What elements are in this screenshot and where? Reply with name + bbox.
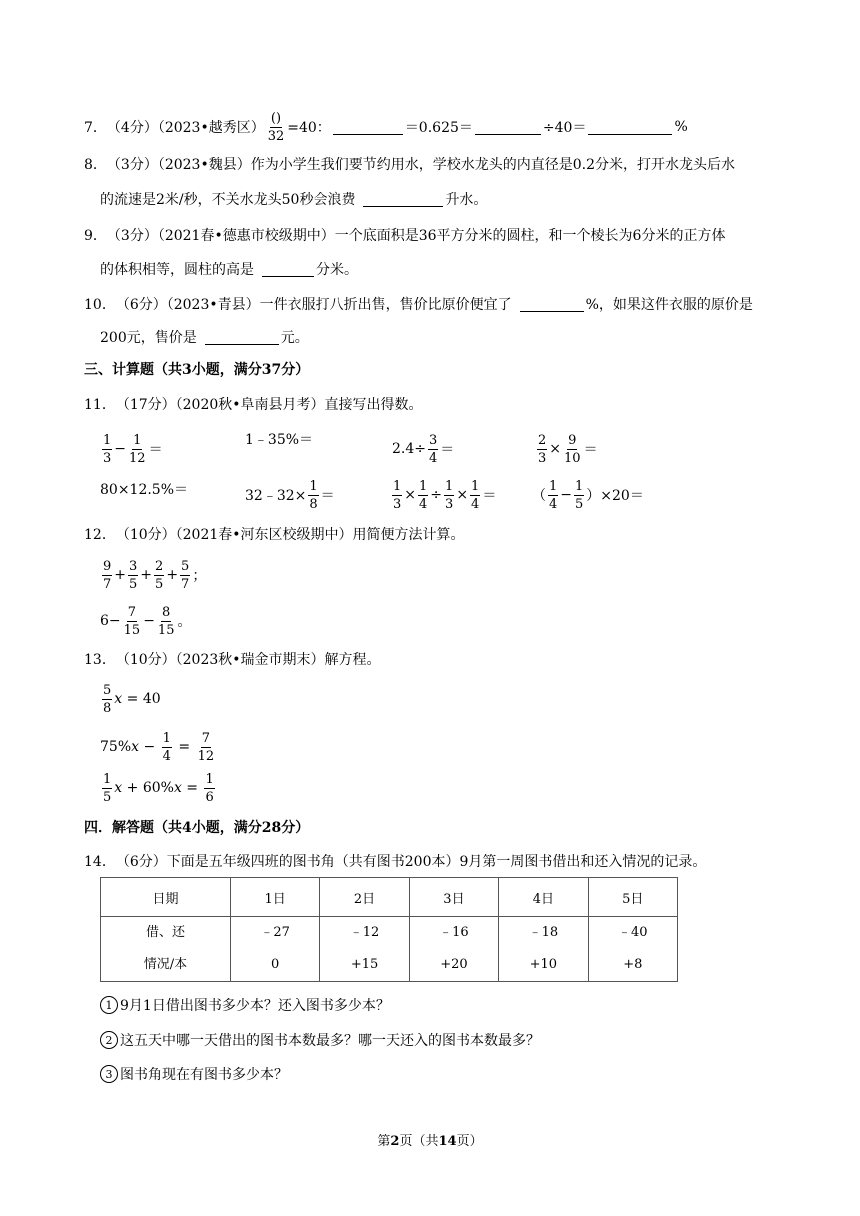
question-10-line-2: 200元，售价是 元。	[100, 330, 309, 346]
table-cell: ﹣40 +8	[588, 917, 677, 982]
q11-expr-5: 80×12.5%＝	[100, 482, 189, 498]
table-row	[101, 917, 678, 982]
q11-expr-7: $\frac{1}{3}$ × $\frac{1}{4}$ ÷ $\frac{1}{3}$ × $\frac{1}{4}$ ＝	[393, 478, 497, 512]
q14-subquestion-2: 2 这五天中哪一天借出的图书本数最多？哪一天还入的图书本数最多？	[100, 1029, 540, 1051]
q10-blank-2[interactable]	[205, 330, 279, 345]
question-8: 8． （3分）（2023•魏县） 作为小学生我们要节约用水，学校水龙头的内直径是0.2分米，打开水龙头后水	[84, 157, 735, 173]
table-header-cell: 1日	[230, 878, 319, 917]
q8-blank[interactable]	[363, 192, 443, 207]
circled-number-2: 2	[100, 1031, 118, 1049]
q7-meta: （4分）（2023•越秀区）	[106, 120, 265, 136]
question-7: 7． （4分）（2023•越秀区） $\frac{()}{32}$ =40： ＝0.625＝ ÷40＝ %	[84, 110, 688, 144]
q11-expr-1: $\frac{1}{3}$ − $\frac{1}{12}$ ＝	[103, 432, 163, 466]
q11-expr-2: 1﹣35%＝	[245, 432, 314, 448]
q12-expr-1: $\frac{9}{7}$ + $\frac{3}{5}$ + $\frac{2}{5}$ + $\frac{5}{7}$ ；	[103, 558, 207, 592]
table-header-cell: 3日	[409, 878, 498, 917]
q10-blank-1[interactable]	[520, 297, 584, 312]
q14-subquestion-3: 3 图书角现在有图书多少本？	[100, 1063, 288, 1085]
question-12: 12． （10分）（2021春•河东区校级期中） 用简便方法计算。	[84, 527, 465, 543]
q11-expr-8: （ $\frac{1}{4}$ − $\frac{1}{5}$ ）×20＝	[532, 478, 644, 512]
table-header-cell: 5日	[588, 878, 677, 917]
q7-blank-2[interactable]	[475, 120, 541, 135]
row-label-cell: 借、还 情况/本	[101, 917, 231, 982]
q12-expr-2: 6− $\frac{7}{15}$ − $\frac{8}{15}$ 。	[100, 604, 192, 638]
question-14: 14． （6分） 下面是五年级四班的图书角（共有图书200本）9月第一周图书借出和还入情况的记录。	[84, 854, 707, 870]
section-3-heading: 三、计算题（共3小题，满分37分）	[84, 362, 310, 378]
total-pages: 14	[438, 1134, 457, 1149]
q7-blank-1[interactable]	[333, 120, 403, 135]
question-13: 13． （10分）（2023秋•瑞金市期末） 解方程。	[84, 652, 381, 668]
table-cell: ﹣18 +10	[499, 917, 588, 982]
q11-expr-3: 2.4÷ $\frac{3}{4}$ ＝	[392, 432, 455, 466]
q13-equation-2: 75% x − $\frac{1}{4}$ = $\frac{7}{12}$	[100, 730, 215, 764]
table-header-row	[101, 878, 678, 917]
q11-expr-6: 32﹣32× $\frac{1}{8}$ ＝	[245, 478, 335, 512]
q7-fraction: $\frac{()}{32}$	[267, 110, 285, 144]
circled-number-3: 3	[100, 1065, 118, 1083]
table-header-cell: 2日	[320, 878, 409, 917]
circled-number-1: 1	[100, 996, 118, 1014]
current-page: 2	[390, 1134, 400, 1149]
section-4-heading: 四．解答题（共4小题，满分28分）	[84, 820, 310, 836]
question-9: 9． （3分）（2021春•德惠市校级期中） 一个底面积是36平方分米的圆柱，和一个棱长为6分米的正方体	[84, 228, 726, 244]
table-header-cell: 4日	[499, 878, 588, 917]
q11-expr-4: $\frac{2}{3}$ × $\frac{9}{10}$ ＝	[538, 432, 598, 466]
q13-equation-3: $\frac{1}{5}$ x + 60% x = $\frac{1}{6}$	[103, 771, 214, 805]
question-11: 11． （17分）（2020秋•阜南县月考） 直接写出得数。	[84, 397, 423, 413]
q7-blank-3[interactable]	[588, 120, 672, 135]
question-8-line-2: 的流速是2米/秒，不关水龙头50秒会浪费 升水。	[100, 192, 488, 208]
q14-subquestion-1: 1 9月1日借出图书多少本？还入图书多少本？	[100, 994, 390, 1016]
question-10: 10． （6分）（2023•青县） 一件衣服打八折出售，售价比原价便宜了 %，如果这件衣服的原价是	[84, 297, 753, 313]
table-cell: ﹣16 +20	[409, 917, 498, 982]
q13-equation-1: $\frac{5}{8}$ x = 40	[103, 682, 161, 716]
q7-number: 7．	[84, 120, 107, 136]
library-record-table	[100, 877, 678, 982]
table-cell: ﹣12 +15	[320, 917, 409, 982]
q9-blank[interactable]	[262, 262, 314, 277]
page-footer: 第2页（共14页）	[377, 1134, 483, 1149]
question-9-line-2: 的体积相等，圆柱的高是 分米。	[100, 262, 358, 278]
table-cell: ﹣27 0	[230, 917, 319, 982]
table-header-cell: 日期	[101, 878, 231, 917]
